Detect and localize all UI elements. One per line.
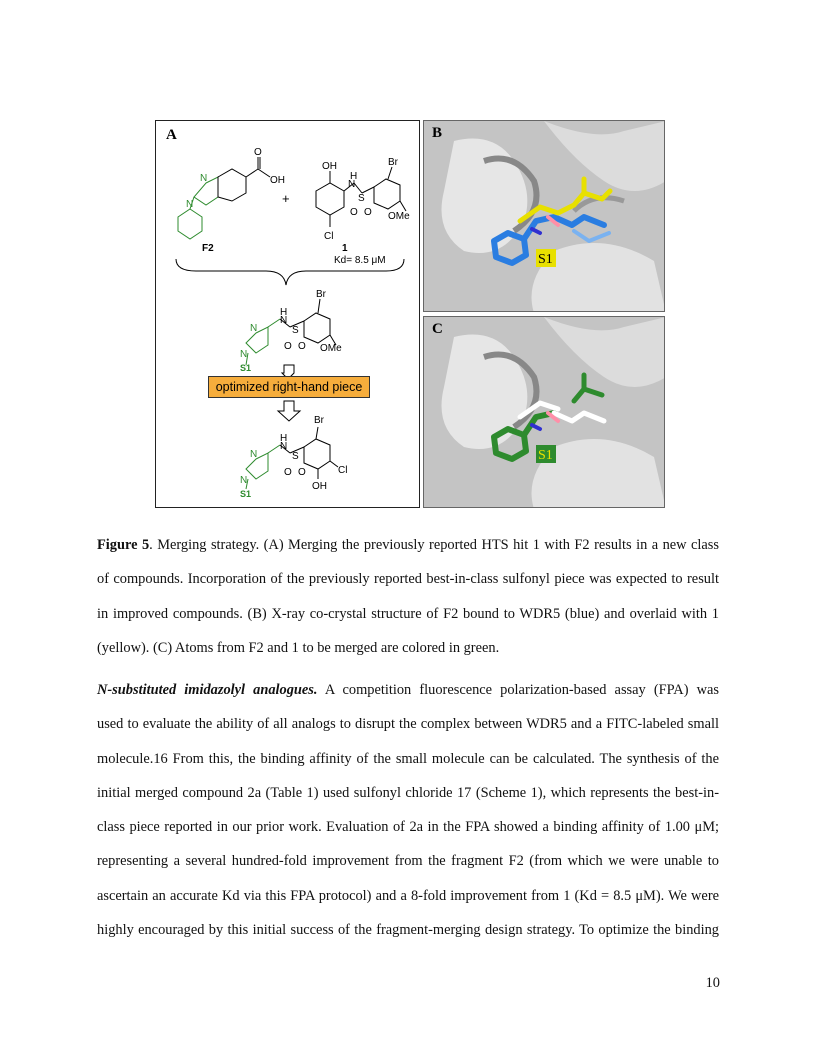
- s1-site-label: S1: [538, 448, 553, 463]
- panel-c-render: [424, 317, 665, 508]
- atom-s1: S1: [240, 489, 252, 499]
- panel-b-crystal-structure: [423, 120, 665, 312]
- body-line: initial merged compound 2a (Table 1) used sulfonyl chloride 17 (Scheme 1), which represents the best-in-: [97, 784, 719, 801]
- figure-label: Figure 5: [97, 537, 150, 553]
- kd-label: Kd= 8.5 μM: [334, 255, 386, 266]
- atom-oh: OH: [270, 175, 285, 186]
- atom-o: O: [298, 341, 306, 352]
- chemistry-scheme: [156, 121, 421, 509]
- atom-o: O: [298, 467, 306, 478]
- s1-site-label: S1: [538, 252, 553, 267]
- body-line: class piece reported in our prior work. Evaluation of 2a in the FPA showed a binding affinity of 1.00 μM;: [97, 819, 719, 836]
- atom-br: Br: [316, 289, 326, 300]
- atom-s: S: [292, 451, 299, 462]
- atom-h: H: [280, 307, 288, 318]
- body-line: used to evaluate the ability of all analogs to disrupt the complex between WDR5 and a FITC-labeled small: [97, 716, 719, 733]
- section-heading: N-substituted imidazolyl analogues.: [97, 682, 318, 698]
- atom-oh: OH: [322, 161, 337, 172]
- caption-line: of compounds. Incorporation of the previously reported best-in-class sulfonyl piece was expected to result: [97, 571, 719, 588]
- panel-b-label: B: [432, 125, 443, 141]
- atom-o: O: [284, 467, 292, 478]
- atom-s: S: [358, 193, 365, 204]
- f2-label: F2: [202, 243, 214, 254]
- atom-o: O: [284, 341, 292, 352]
- body-line: highly encouraged by this initial success of the fragment-merging design strategy. To optimize the binding: [97, 922, 719, 939]
- body-line: representing a several hundred-fold improvement from the fragment F2 (from which we were unable to: [97, 853, 719, 870]
- body-line: N-substituted imidazolyl analogues. A competition fluorescence polarization-based assay (FPA) was: [97, 682, 719, 698]
- caption-line: (yellow). (C) Atoms from F2 and 1 to be merged are colored in green.: [97, 639, 500, 656]
- body-paragraph: [97, 673, 719, 947]
- caption-line: in improved compounds. (B) X-ray co-crystal structure of F2 bound to WDR5 (blue) and overlaid with 1: [97, 605, 719, 622]
- atom-ome: OMe: [388, 211, 410, 222]
- atom-ome: OMe: [320, 343, 342, 354]
- panel-c-crystal-structure: [423, 316, 665, 508]
- panel-c-label: C: [432, 321, 443, 337]
- atom-n: N: [250, 449, 258, 460]
- atom-n: N: [348, 179, 356, 190]
- optimized-piece-box: optimized right-hand piece: [208, 376, 370, 398]
- atom-n: N: [240, 349, 248, 360]
- plus-sign: +: [282, 191, 290, 206]
- atom-br: Br: [388, 157, 398, 168]
- atom-n: N: [240, 475, 248, 486]
- atom-cl: Cl: [324, 231, 334, 242]
- atom-h: H: [280, 433, 288, 444]
- atom-o: O: [254, 147, 262, 158]
- atom-n: N: [280, 441, 288, 452]
- atom-br: Br: [314, 415, 324, 426]
- body-line: molecule.16 From this, the binding affinity of the small molecule can be calculated. The synthesis of the: [97, 750, 719, 767]
- body-line: ascertain an accurate Kd via this FPA protocol) and a 8-fold improvement from 1 (Kd = 8.5 μM). We were: [97, 887, 719, 904]
- atom-h: H: [350, 171, 358, 182]
- atom-n: N: [186, 199, 194, 210]
- figure-caption: [97, 528, 719, 665]
- atom-s1: S1: [240, 363, 252, 373]
- atom-s: S: [292, 325, 299, 336]
- compound-1-label: 1: [342, 243, 348, 254]
- panel-b-render: [424, 121, 665, 312]
- figure-5: [155, 120, 665, 510]
- page-number: 10: [705, 975, 720, 991]
- atom-n: N: [250, 323, 258, 334]
- atom-o: O: [364, 207, 372, 218]
- panel-a-label: A: [166, 127, 177, 143]
- atom-n: N: [200, 173, 208, 184]
- atom-cl: Cl: [338, 465, 348, 476]
- panel-a-chemical-structures: [155, 120, 420, 508]
- caption-line: Figure 5. Merging strategy. (A) Merging the previously reported HTS hit 1 with F2 results in a new class: [97, 537, 719, 553]
- atom-o: O: [350, 207, 358, 218]
- atom-oh: OH: [312, 481, 327, 492]
- atom-n: N: [280, 315, 288, 326]
